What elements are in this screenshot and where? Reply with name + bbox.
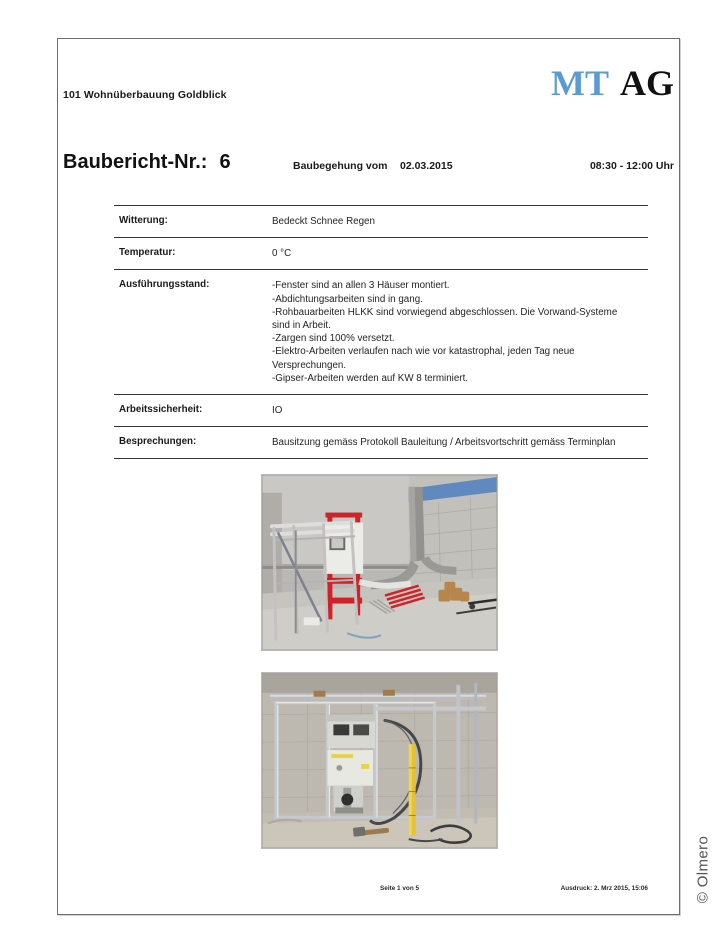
- inspection-date: 02.03.2015: [400, 160, 453, 172]
- row-value-arbeitssicherheit: [272, 404, 648, 417]
- report-title-row: [63, 151, 674, 181]
- value-line: Versprechungen.: [272, 359, 347, 371]
- table-row: [114, 205, 648, 237]
- photo-1-image: [262, 475, 497, 650]
- value-line: IO: [272, 405, 283, 417]
- footer-print-timestamp: Ausdruck: 2. Mrz 2015, 15:06: [560, 885, 648, 892]
- value-line: 0 °C: [272, 248, 292, 260]
- value-line: -Abdichtungsarbeiten sind in gang.: [272, 293, 423, 305]
- value-line: Bedeckt Schnee Regen: [272, 216, 375, 227]
- row-label-arbeitssicherheit: Arbeitssicherheit:: [119, 404, 203, 416]
- value-line: -Gipser-Arbeiten werden auf KW 8 terminiert.: [272, 372, 469, 384]
- row-value-temperatur: [272, 247, 648, 260]
- row-label-witterung: Witterung:: [119, 215, 168, 226]
- table-row: [114, 237, 648, 269]
- company-logo: [551, 65, 674, 101]
- page-title: [63, 151, 231, 174]
- value-line: -Fenster sind an allen 3 Häuser montiert.: [272, 280, 450, 292]
- logo-text-ag: AG: [620, 63, 674, 103]
- inspection-time: 08:30 - 12:00 Uhr: [589, 160, 674, 172]
- row-label-besprechungen: Besprechungen:: [119, 436, 197, 448]
- document-footer: [114, 885, 648, 901]
- table-row: [114, 269, 648, 394]
- value-line: -Zargen sind 100% versetzt.: [272, 333, 395, 345]
- row-value-besprechungen: [272, 436, 648, 449]
- photo-metal-stud-cistern: [261, 672, 498, 849]
- row-value-witterung: [272, 215, 648, 228]
- footer-page-number: Seite 1 von 5: [380, 885, 420, 892]
- row-label-temperatur: Temperatur:: [119, 247, 176, 259]
- report-info-table: [114, 205, 648, 459]
- value-line: Bausitzung gemäss Protokoll Bauleitung / Arbeitsvortschritt gemäss Terminplan: [272, 437, 616, 449]
- report-number: 6: [219, 151, 231, 173]
- value-line: -Rohbauarbeiten HLKK sind vorwiegend abgeschlossen. Die Vorwand-Systeme: [272, 306, 618, 318]
- photo-plumbing-prewall-frame: [261, 474, 498, 651]
- value-line: sind in Arbeit.: [272, 320, 331, 332]
- value-line: -Elektro-Arbeiten verlaufen nach wie vor katastrophal, jeden Tag neue: [272, 346, 575, 358]
- row-value-ausfuehrungsstand: [272, 279, 648, 385]
- inspection-label: Baubegehung vom: [293, 160, 388, 172]
- table-row: [114, 426, 648, 459]
- logo-text-mt: MT: [551, 63, 609, 103]
- table-row: [114, 394, 648, 426]
- project-title: 101 Wohnüberbauung Goldblick: [63, 89, 227, 101]
- row-label-ausfuehrungsstand: Ausführungsstand:: [119, 279, 210, 291]
- photo-2-image: [262, 673, 497, 848]
- copyright-watermark: © Olmero: [694, 835, 712, 904]
- report-title-label: Baubericht-Nr.:: [63, 151, 208, 173]
- document-header: [63, 49, 674, 109]
